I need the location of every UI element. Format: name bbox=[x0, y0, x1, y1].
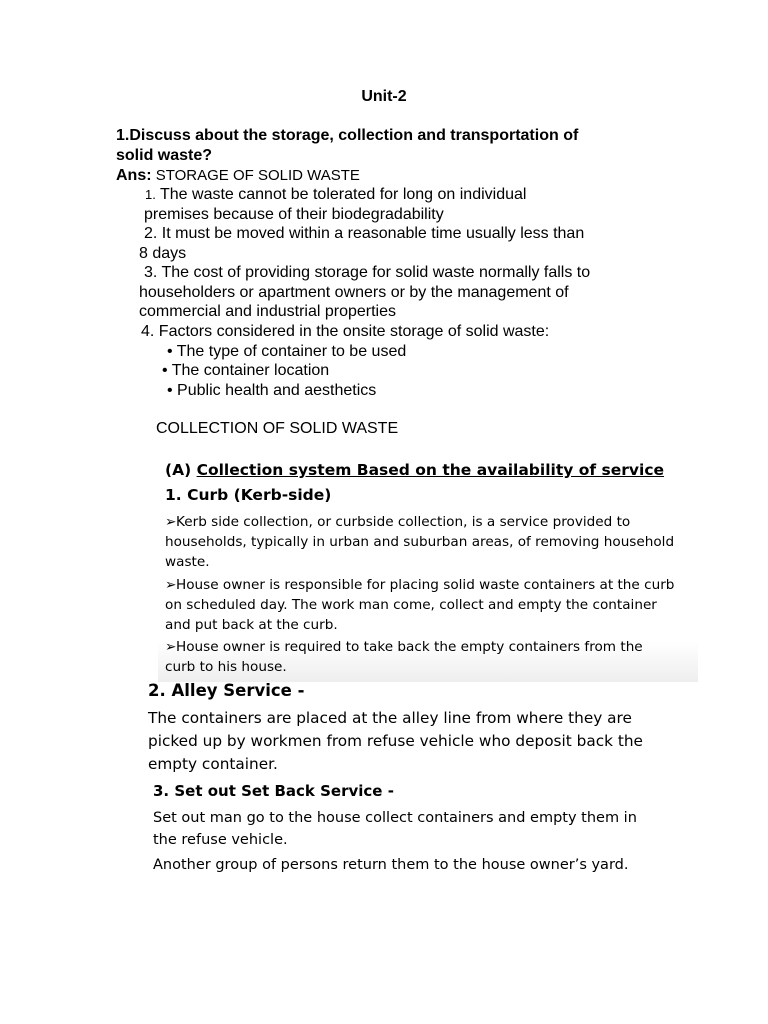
set-out-service-line: Another group of persons return them to the house owner’s yard. bbox=[153, 857, 629, 873]
storage-point-2: 2. It must be moved within a reasonable time usually less than bbox=[144, 225, 585, 242]
storage-point-1-cont: premises because of their biodegradability bbox=[144, 206, 444, 223]
alley-service-title: 2. Alley Service - bbox=[148, 681, 305, 700]
question-line-2: solid waste? bbox=[116, 147, 213, 164]
curb-paragraph-2-line: and put back at the curb. bbox=[165, 617, 338, 633]
arrow-bullet-icon: ➢ bbox=[165, 577, 177, 593]
arrow-bullet-icon: ➢ bbox=[165, 639, 177, 655]
storage-point-4: 4. Factors considered in the onsite storage of solid waste: bbox=[141, 323, 550, 340]
storage-point-1 bbox=[145, 185, 526, 205]
alley-service-line: The containers are placed at the alley line from where they are bbox=[148, 709, 632, 727]
curb-paragraph-1-line: waste. bbox=[165, 554, 210, 570]
curb-paragraph-2-line bbox=[165, 575, 674, 595]
alley-service-line: empty container. bbox=[148, 755, 278, 773]
curb-paragraph-1-line bbox=[165, 512, 630, 532]
answer-line bbox=[116, 166, 360, 186]
curb-title: 1. Curb (Kerb-side) bbox=[165, 486, 332, 504]
collection-system-heading bbox=[165, 461, 664, 479]
curb-text: Kerb side collection, or curbside collection, is a service provided to bbox=[176, 514, 631, 530]
arrow-bullet-icon: ➢ bbox=[165, 514, 177, 530]
collection-system-title: Collection system Based on the availability of service bbox=[196, 461, 665, 479]
set-out-service-line: the refuse vehicle. bbox=[153, 832, 288, 848]
bullet-item: • The container location bbox=[162, 362, 330, 379]
curb-paragraph-3-line bbox=[165, 637, 643, 657]
storage-heading: STORAGE OF SOLID WASTE bbox=[155, 167, 360, 184]
storage-point-2-cont: 8 days bbox=[139, 245, 187, 262]
bullet-item: • Public health and aesthetics bbox=[167, 382, 377, 399]
point-text: The waste cannot be tolerated for long on individual bbox=[160, 186, 527, 203]
curb-paragraph-1-line: households, typically in urban and suburban areas, of removing household bbox=[165, 534, 675, 550]
question-line-1: 1.Discuss about the storage, collection and transportation of bbox=[116, 127, 579, 144]
section-prefix: (A) bbox=[165, 461, 192, 479]
collection-heading: COLLECTION OF SOLID WASTE bbox=[156, 420, 399, 437]
curb-text: House owner is required to take back the empty containers from the bbox=[176, 639, 643, 655]
storage-point-3-cont: commercial and industrial properties bbox=[139, 303, 396, 320]
storage-point-3: 3. The cost of providing storage for solid waste normally falls to bbox=[144, 264, 591, 281]
curb-text: House owner is responsible for placing solid waste containers at the curb bbox=[176, 577, 675, 593]
unit-title: Unit-2 bbox=[361, 88, 407, 105]
answer-label: Ans: bbox=[116, 167, 152, 184]
storage-point-3-cont: householders or apartment owners or by the management of bbox=[139, 284, 569, 301]
curb-paragraph-2-line: on scheduled day. The work man come, collect and empty the container bbox=[165, 597, 657, 613]
point-number: 1. bbox=[145, 187, 156, 202]
curb-paragraph-3-line: curb to his house. bbox=[165, 659, 287, 675]
alley-service-line: picked up by workmen from refuse vehicle who deposit back the bbox=[148, 732, 643, 750]
bullet-item: • The type of container to be used bbox=[167, 343, 407, 360]
collection-system-image bbox=[158, 456, 698, 682]
set-out-service-title: 3. Set out Set Back Service - bbox=[153, 782, 394, 800]
set-out-service-line: Set out man go to the house collect containers and empty them in bbox=[153, 810, 637, 826]
